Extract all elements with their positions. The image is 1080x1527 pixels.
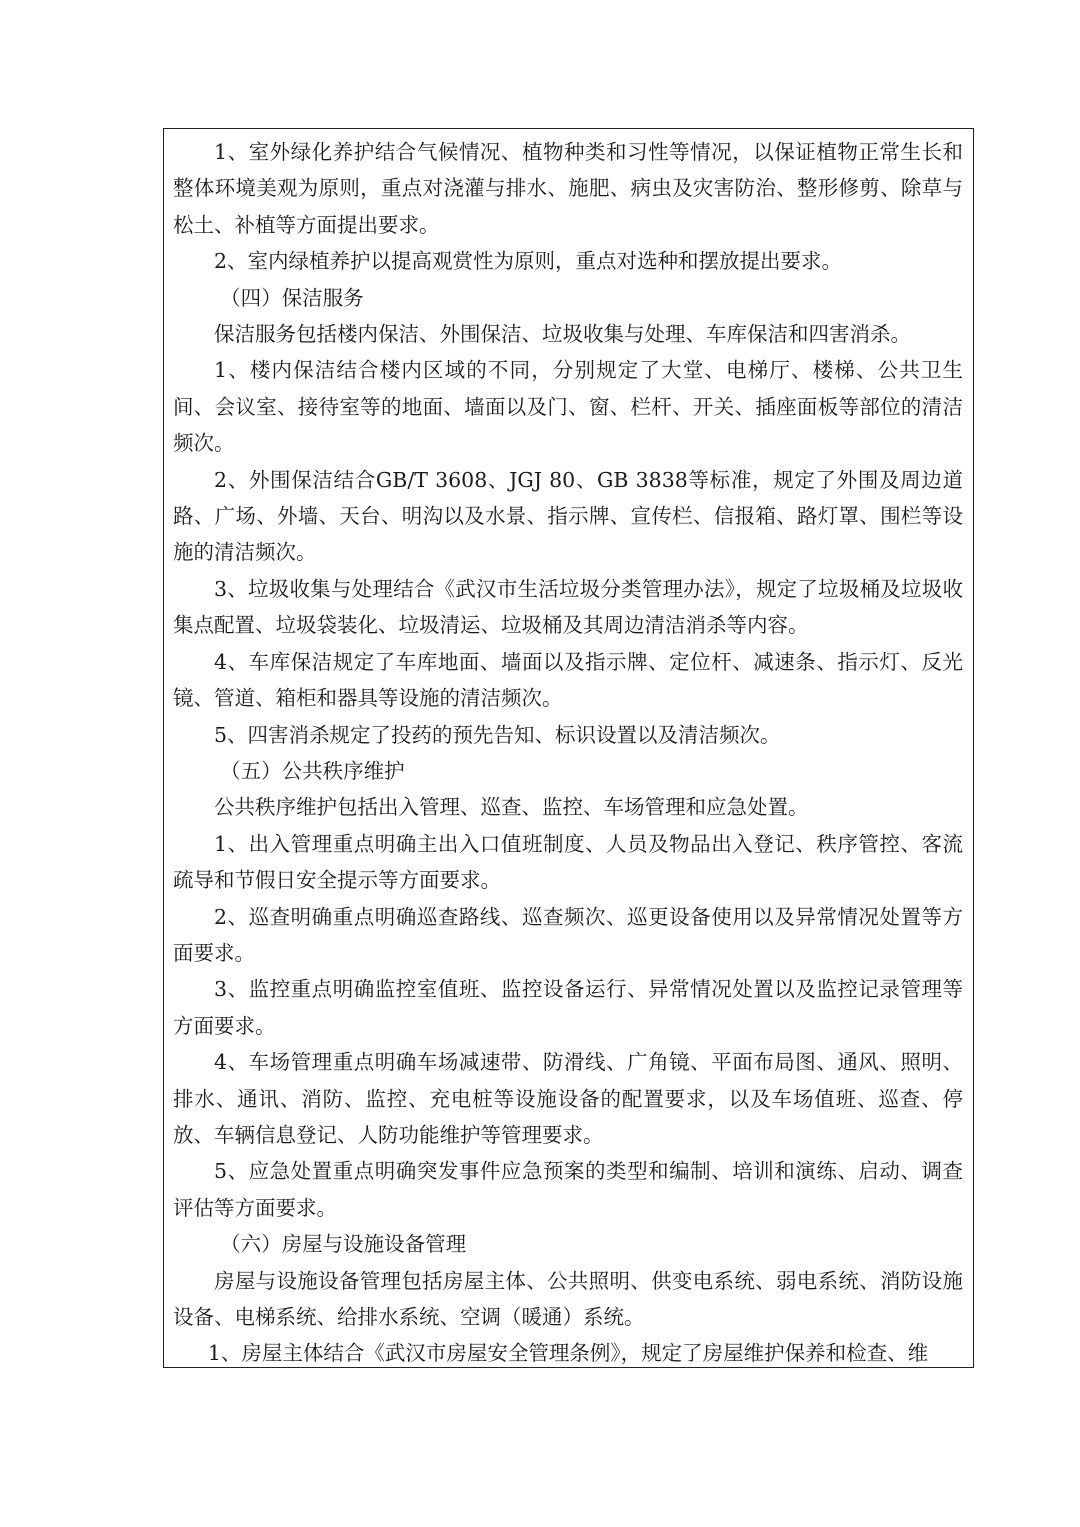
paragraph-access-management: 1、出入管理重点明确主出入口值班制度、人员及物品出入登记、秩序管控、客流疏导和节假日安全提示等方面要求。 xyxy=(173,831,963,893)
paragraph-indoor-cleaning: 1、楼内保洁结合楼内区域的不同，分别规定了大堂、电梯厅、楼梯、公共卫生间、会议室、接待室等的地面、墙面以及门、窗、栏杆、开关、插座面板等部位的清洁频次。 xyxy=(173,358,963,456)
section-heading-cleaning: （四）保洁服务 xyxy=(220,285,364,310)
section-heading-public-order: （五）公共秩序维护 xyxy=(220,758,405,783)
paragraph-building-structure: 1、房屋主体结合《武汉市房屋安全管理条例》，规定了房屋维护保养和检查、维 xyxy=(207,1341,929,1366)
paragraph-patrol: 2、巡查明确重点明确巡查路线、巡查频次、巡更设备使用以及异常情况处置等方面要求。 xyxy=(173,904,963,965)
paragraph-outdoor-greening: 1、室外绿化养护结合气候情况、植物种类和习性等情况，以保证植物正常生长和整体环境美观为原则，重点对浇灌与排水、施肥、病虫及灾害防治、整形修剪、除草与松土、补植等方面提出要求。 xyxy=(173,140,963,237)
paragraph-cleaning-summary: 保洁服务包括楼内保洁、外围保洁、垃圾收集与处理、车库保洁和四害消杀。 xyxy=(214,322,911,347)
section-heading-building-facilities: （六）房屋与设施设备管理 xyxy=(220,1232,467,1257)
paragraph-monitoring: 3、监控重点明确监控室值班、监控设备运行、异常情况处置以及监控记录管理等方面要求。 xyxy=(173,977,963,1038)
paragraph-garage-cleaning: 4、车库保洁规定了车库地面、墙面以及指示牌、定位杆、减速条、指示灯、反光镜、管道、箱柜和器具等设施的清洁频次。 xyxy=(173,649,963,711)
paragraph-emergency-response: 5、应急处置重点明确突发事件应急预案的类型和编制、培训和演练、启动、调查评估等方面要求。 xyxy=(173,1159,963,1220)
document-body xyxy=(173,134,963,1368)
paragraph-building-facilities-summary: 房屋与设施设备管理包括房屋主体、公共照明、供变电系统、弱电系统、消防设施设备、电梯系统、给排水系统、空调（暖通）系统。 xyxy=(173,1268,963,1329)
paragraph-outdoor-cleaning: 2、外围保洁结合GB/T 3608、JGJ 80、GB 3838等标准，规定了外围及周边道路、广场、外墙、天台、明沟以及水景、指示牌、宣传栏、信报箱、路灯罩、围栏等设施的清洁频次。 xyxy=(173,467,963,565)
paragraph-public-order-summary: 公共秩序维护包括出入管理、巡查、监控、车场管理和应急处置。 xyxy=(214,795,809,820)
paragraph-garbage-collection: 3、垃圾收集与处理结合《武汉市生活垃圾分类管理办法》，规定了垃圾桶及垃圾收集点配置、垃圾袋装化、垃圾清运、垃圾桶及其周边清洁消杀等内容。 xyxy=(173,576,963,638)
paragraph-parking-management: 4、车场管理重点明确车场减速带、防滑线、广角镜、平面布局图、通风、照明、排水、通讯、消防、监控、充电桩等设施设备的配置要求，以及车场值班、巡查、停放、车辆信息登记、人防功能维护等管理要求。 xyxy=(173,1050,963,1147)
document-frame xyxy=(163,128,974,1368)
paragraph-indoor-greening: 2、室内绿植养护以提高观赏性为原则，重点对选种和摆放提出要求。 xyxy=(214,249,843,274)
paragraph-pest-control: 5、四害消杀规定了投药的预先告知、标识设置以及清洁频次。 xyxy=(214,722,781,747)
